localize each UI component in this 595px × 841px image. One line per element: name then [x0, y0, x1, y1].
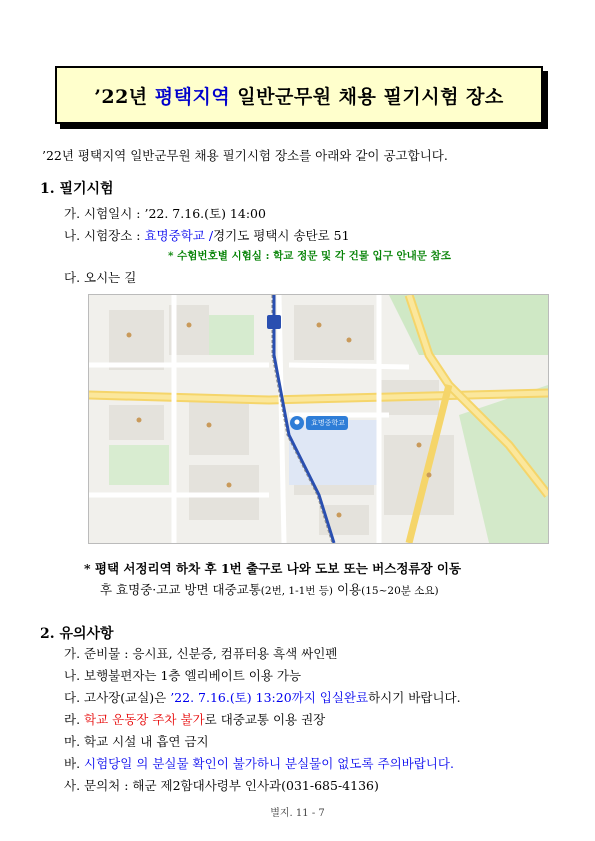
page-footer: 별지. 11 - 7: [270, 808, 325, 819]
location-map: [88, 294, 549, 544]
station-icon: [267, 315, 281, 329]
notice-item-lost-items: [64, 754, 454, 772]
parking-highlight: 학교 운동장 주차 불가: [84, 712, 205, 727]
transit-note-line1: * 평택 서정리역 하차 후 1번 출구로 나와 도보 또는 버스정류장 이동: [84, 561, 462, 576]
section1-heading: 1. 필기시험: [40, 181, 114, 197]
map-marker-label: 효명중학교: [311, 419, 345, 427]
entry-time-suffix: 하시기 바랍니다.: [368, 690, 461, 705]
notice-item-smoking: 마. 학교 시설 내 흡연 금지: [64, 734, 209, 749]
notice-item-supplies: 가. 준비물 : 응시표, 신분증, 컴퓨터용 흑색 싸인펜: [64, 646, 338, 661]
directions-label: 다. 오시는 길: [64, 270, 137, 285]
parking-prefix: 라.: [64, 712, 85, 727]
title-region: 평택지역: [154, 85, 231, 108]
section2-heading: 2. 유의사항: [40, 626, 114, 642]
exam-date-label: 가. 시험일시 :: [64, 206, 145, 221]
exam-room-note: * 수험번호별 시험실 : 학교 정문 및 각 건물 입구 안내문 참조: [168, 250, 451, 262]
exam-date: [64, 204, 266, 222]
exam-place-school: 효명중학교 /: [144, 228, 214, 243]
title-suffix: 일반군무원 채용 필기시험 장소: [230, 85, 504, 108]
exam-place: [64, 226, 350, 244]
exam-place-label: 나. 시험장소 :: [64, 228, 145, 243]
notice-item-parking: [64, 710, 325, 728]
entry-time-highlight: ’22. 7.16.(토) 13:20까지 입실완료: [170, 690, 369, 705]
entry-time-prefix: 다. 고사장(교실)은: [64, 690, 171, 705]
exam-place-address: 경기도 평택시 송탄로 51: [213, 228, 350, 243]
lost-items-prefix: 바.: [64, 756, 85, 771]
transit-duration: (15~20분 소요): [361, 585, 439, 597]
notice-item-contact: 사. 문의처 : 해군 제2함대사령부 인사과(031-685-4136): [64, 778, 379, 793]
transit-route: 후 효명중·고교 방면 대중교통: [100, 582, 261, 597]
notice-item-elevator: 나. 보행불편자는 1층 엘리베이트 이용 가능: [64, 668, 302, 683]
title-prefix: ’22년: [94, 85, 155, 108]
exam-date-value: ’22. 7.16.(토) 14:00: [144, 206, 266, 221]
transit-bus-numbers: (2번, 1-1번 등): [260, 585, 334, 597]
transit-note-line2: [100, 580, 439, 598]
intro-text: ’22년 평택지역 일반군무원 채용 필기시험 장소를 아래와 같이 공고합니다.: [42, 148, 448, 163]
page-title: [94, 82, 504, 109]
title-box: [55, 66, 543, 124]
transit-use: 이용: [333, 582, 362, 597]
notice-item-entry-time: [64, 688, 461, 706]
lost-items-highlight: 시험당일 의 분실물 확인이 불가하니 분실물이 없도록 주의바랍니다.: [84, 756, 454, 771]
parking-suffix: 로 대중교통 이용 권장: [204, 712, 326, 727]
